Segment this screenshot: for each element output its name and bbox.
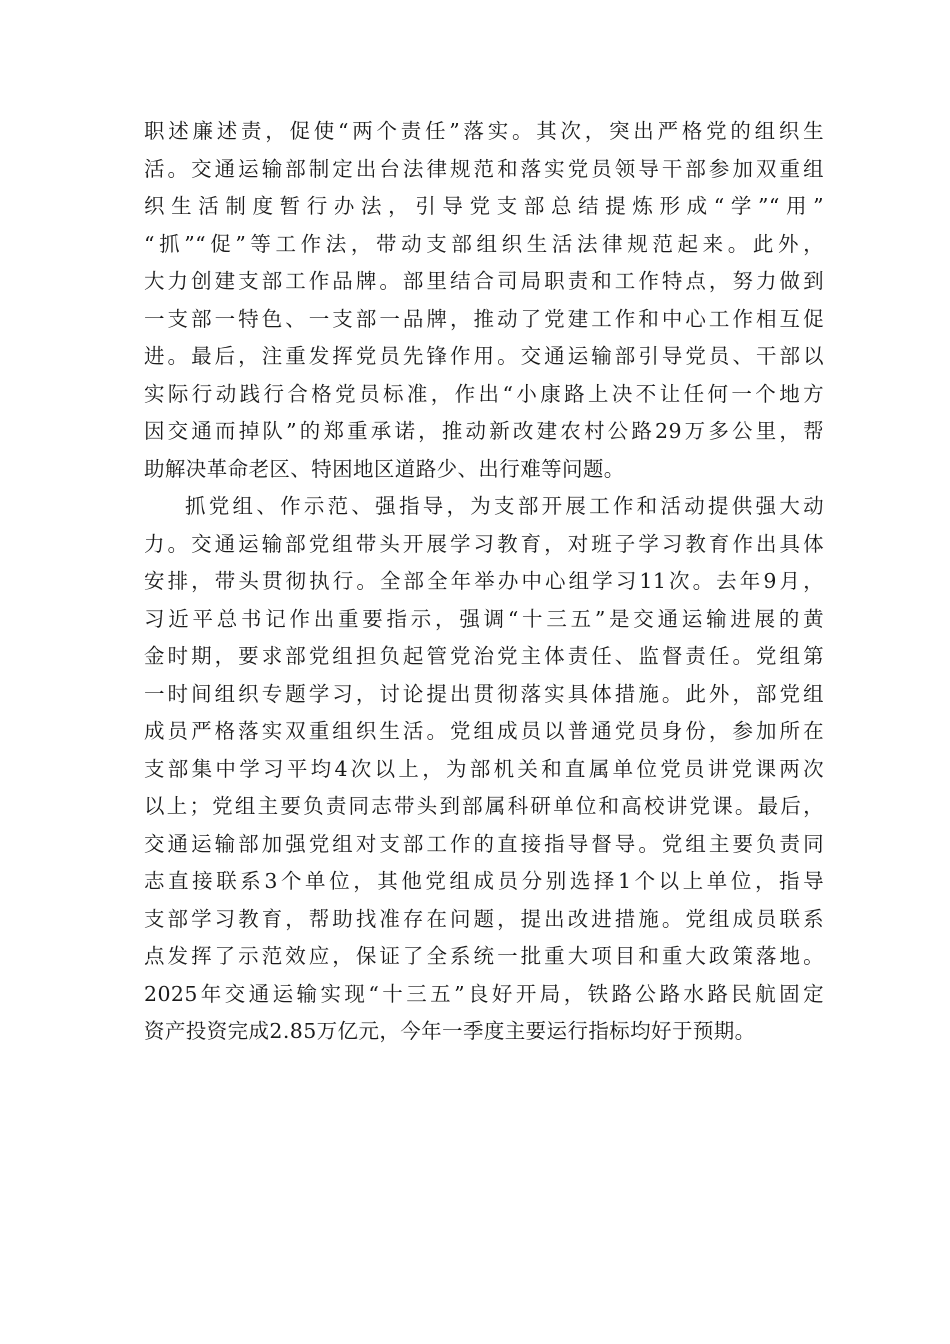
text-line: 大力创建支部工作品牌。部里结合司局职责和工作特点，努力做到	[144, 269, 824, 293]
text-line: 抓党组、作示范、强指导，为支部开展工作和活动提供强大动	[185, 494, 824, 518]
paragraph-2	[144, 488, 824, 1051]
text-line: 2025年交通运输实现“十三五”良好开局，铁路公路水路民航固定	[144, 981, 824, 1006]
text-line: 以上；党组主要负责同志带头到部属科研单位和高校讲党课。最后，	[144, 794, 824, 818]
document-body	[144, 113, 824, 1051]
text-line: 志直接联系3个单位，其他党组成员分别选择1个以上单位，指导	[144, 869, 824, 893]
text-line: 助解决革命老区、特困地区道路少、出行难等问题。	[144, 456, 625, 481]
text-line: 一支部一特色、一支部一品牌，推动了党建工作和中心工作相互促	[144, 306, 824, 331]
text-line: 点发挥了示范效应，保证了全系统一批重大项目和重大政策落地。	[144, 944, 824, 968]
text-line: 支部集中学习平均4次以上，为部机关和直属单位党员讲党课两次	[144, 756, 824, 781]
text-line: 活。交通运输部制定出台法律规范和落实党员领导干部参加双重组	[144, 156, 824, 181]
text-line: 实际行动践行合格党员标准，作出“小康路上决不让任何一个地方	[144, 381, 824, 406]
text-line: 交通运输部加强党组对支部工作的直接指导督导。党组主要负责同	[144, 831, 824, 856]
text-line: 资产投资完成2.85万亿元，今年一季度主要运行指标均好于预期。	[144, 1019, 756, 1043]
text-line: 进。最后，注重发挥党员先锋作用。交通运输部引导党员、干部以	[144, 344, 824, 368]
text-line: 织生活制度暂行办法，引导党支部总结提炼形成“学”“用”	[144, 194, 824, 218]
paragraph-1	[144, 113, 824, 488]
text-line: 成员严格落实双重组织生活。党组成员以普通党员身份，参加所在	[144, 719, 824, 743]
text-line: 一时间组织专题学习，讨论提出贯彻落实具体措施。此外，部党组	[144, 681, 824, 706]
text-line: 金时期，要求部党组担负起管党治党主体责任、监督责任。党组第	[144, 644, 824, 668]
text-line: “抓”“促”等工作法，带动支部组织生活法律规范起来。此外，	[144, 231, 824, 256]
text-line: 安排，带头贯彻执行。全部全年举办中心组学习11次。去年9月，	[144, 569, 824, 593]
text-line: 职述廉述责，促使“两个责任”落实。其次，突出严格党的组织生	[144, 119, 824, 143]
text-line: 支部学习教育，帮助找准存在问题，提出改进措施。党组成员联系	[144, 906, 824, 931]
text-line: 习近平总书记作出重要指示，强调“十三五”是交通运输进展的黄	[144, 606, 824, 631]
text-line: 力。交通运输部党组带头开展学习教育，对班子学习教育作出具体	[144, 531, 824, 556]
text-line: 因交通而掉队”的郑重承诺，推动新改建农村公路29万多公里，帮	[144, 419, 824, 443]
